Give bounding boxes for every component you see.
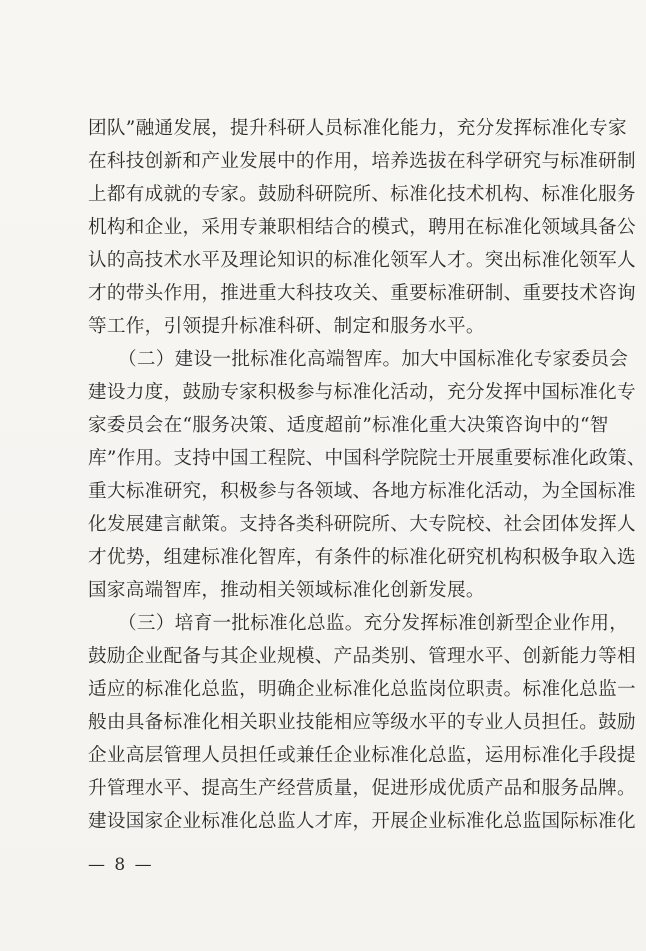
body-text-line: 在科技创新和产业发展中的作用，培养选拔在科学研究与标准研制 — [88, 151, 636, 172]
body-text-line: 才优势，组建标准化智库，有条件的标准化研究机构积极争取入选 — [88, 547, 636, 568]
section-heading-line: （二）建设一批标准化高端智库。加大中国标准化专家委员会 — [118, 349, 629, 370]
section-heading-line: （三）培育一批标准化总监。充分发挥标准创新型企业作用， — [118, 613, 629, 634]
body-text-line: 重大标准研究，积极参与各领域、各地方标准化活动，为全国标准 — [88, 481, 636, 502]
body-text-line: 库”作用。支持中国工程院、中国科学院院士开展重要标准化政策、 — [88, 448, 646, 469]
body-text-line: 上都有成就的专家。鼓励科研院所、标准化技术机构、标准化服务 — [88, 184, 636, 205]
body-text-line: 家委员会在“服务决策、适度超前”标准化重大决策咨询中的“智 — [88, 415, 609, 436]
body-text-line: 升管理水平、提高生产经营质量，促进形成优质产品和服务品牌。 — [88, 778, 636, 799]
body-text-line: 建设力度，鼓励专家积极参与标准化活动，充分发挥中国标准化专 — [88, 382, 636, 403]
page-number: — 8 — — [88, 855, 154, 875]
body-text-line: 鼓励企业配备与其企业规模、产品类别、管理水平、创新能力等相 — [88, 646, 636, 667]
body-text-line: 建设国家企业标准化总监人才库，开展企业标准化总监国际标准化 — [88, 811, 636, 832]
body-text-line: 国家高端智库，推动相关领域标准化创新发展。 — [88, 580, 485, 601]
body-text-line: 团队”融通发展，提升科研人员标准化能力，充分发挥标准化专家 — [88, 118, 627, 139]
body-text-line: 适应的标准化总监，明确企业标准化总监岗位职责。标准化总监一 — [88, 679, 636, 700]
body-text-line: 机构和企业，采用专兼职相结合的模式，聘用在标准化领域具备公 — [88, 217, 636, 238]
body-text-line: 企业高层管理人员担任或兼任企业标准化总监，运用标准化手段提 — [88, 745, 636, 766]
body-text-line: 才的带头作用，推进重大科技攻关、重要标准研制、重要技术咨询 — [88, 283, 636, 304]
body-text-line: 化发展建言献策。支持各类科研院所、大专院校、社会团体发挥人 — [88, 514, 636, 535]
body-text-line: 般由具备标准化相关职业技能相应等级水平的专业人员担任。鼓励 — [88, 712, 636, 733]
body-text-line: 等工作，引领提升标准科研、制定和服务水平。 — [88, 316, 485, 337]
body-text-line: 认的高技术水平及理论知识的标准化领军人才。突出标准化领军人 — [88, 250, 636, 271]
